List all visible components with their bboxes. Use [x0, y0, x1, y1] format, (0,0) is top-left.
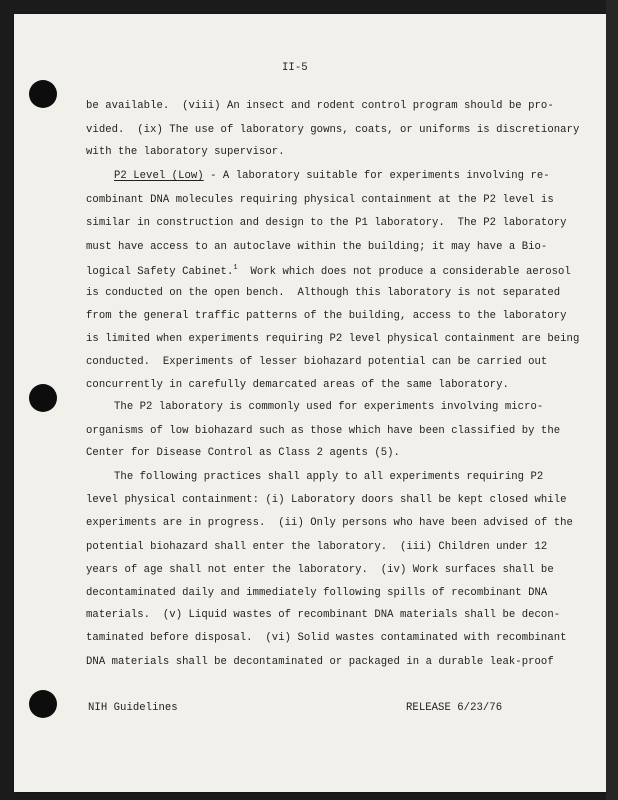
page-number: II-5 — [282, 62, 308, 74]
section-heading-p2-level: P2 Level (Low) — [114, 170, 204, 182]
body-line-7: must have access to an autoclave within the building; it may have a Bio- — [86, 241, 548, 253]
body-line-19: experiments are in progress. (ii) Only persons who have been advised of the — [86, 517, 573, 529]
body-line-5: combinant DNA molecules requiring physical containment at the P2 level is — [86, 194, 554, 206]
body-line-25: DNA materials shall be decontaminated or packaged in a durable leak-proof — [86, 656, 554, 668]
footer-release-date: RELEASE 6/23/76 — [406, 702, 503, 714]
body-line-3: with the laboratory supervisor. — [86, 146, 285, 158]
body-line-10: from the general traffic patterns of the building, access to the laboratory — [86, 310, 567, 322]
body-line-1: be available. (viii) An insect and rodent control program should be pro- — [86, 100, 554, 112]
body-line-18: level physical containment: (i) Laboratory doors shall be kept closed while — [86, 494, 567, 506]
body-line-12: conducted. Experiments of lesser biohazard potential can be carried out — [86, 356, 548, 368]
body-line-2: vided. (ix) The use of laboratory gowns, coats, or uniforms is discretionary — [86, 124, 580, 136]
binder-hole-middle — [29, 384, 57, 412]
body-line-14: The P2 laboratory is commonly used for experiments involving micro- — [114, 401, 544, 413]
body-line-6: similar in construction and design to the P1 laboratory. The P2 laboratory — [86, 217, 567, 229]
body-line-9: is conducted on the open bench. Although this laboratory is not separated — [86, 287, 561, 299]
body-line-17: The following practices shall apply to all experiments requiring P2 — [114, 471, 544, 483]
body-line-24: taminated before disposal. (vi) Solid wastes contaminated with recombinant — [86, 632, 567, 644]
body-line-13: concurrently in carefully demarcated areas of the same laboratory. — [86, 379, 509, 391]
binder-hole-top — [29, 80, 57, 108]
section-heading-continuation: - A laboratory suitable for experiments involving re- — [203, 170, 550, 182]
body-line-4 — [114, 170, 550, 182]
binder-hole-bottom — [29, 690, 57, 718]
body-line-21: years of age shall not enter the laboratory. (iv) Work surfaces shall be — [86, 564, 554, 576]
body-line-20: potential biohazard shall enter the laboratory. (iii) Children under 12 — [86, 541, 548, 553]
body-line-23: materials. (v) Liquid wastes of recombinant DNA materials shall be decon- — [86, 609, 561, 621]
page-edge-shadow — [606, 0, 618, 800]
footnote-marker: 1 — [233, 264, 238, 272]
body-line-8 — [86, 264, 571, 278]
aerosol-text: Work which does not produce a considerable aerosol — [237, 266, 571, 278]
footer-guidelines-label: NIH Guidelines — [88, 702, 178, 714]
safety-cabinet-text: logical Safety Cabinet. — [86, 266, 234, 278]
body-line-16: Center for Disease Control as Class 2 agents (5). — [86, 447, 400, 459]
body-line-15: organisms of low biohazard such as those which have been classified by the — [86, 425, 561, 437]
body-line-11: is limited when experiments requiring P2 level physical containment are being — [86, 333, 580, 345]
body-line-22: decontaminated daily and immediately following spills of recombinant DNA — [86, 587, 548, 599]
